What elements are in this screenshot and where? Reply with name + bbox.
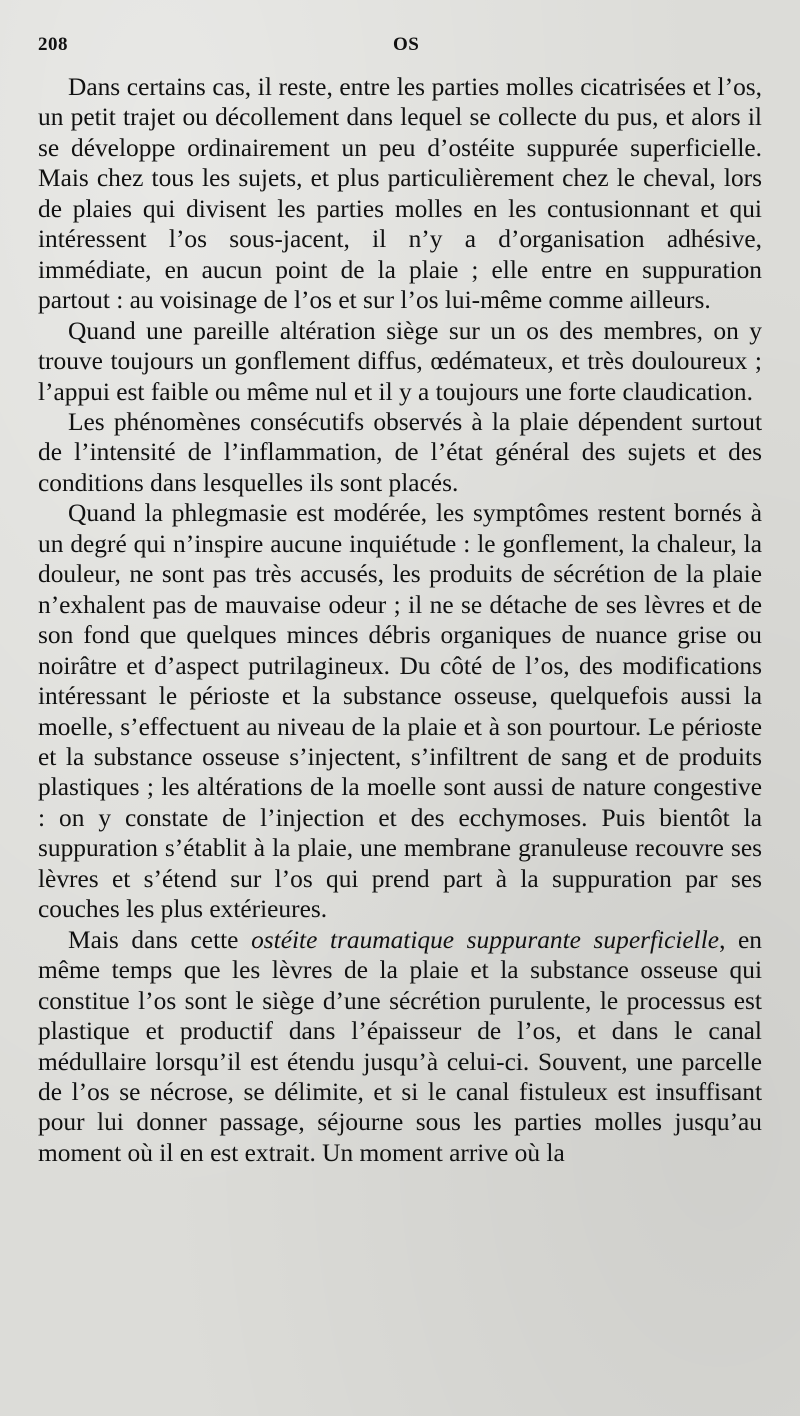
paragraph-rest: , en même temps que les lèvres de la plaie et la substance osseuse qui constitue l’os sont le siège d’une sécrétion purulente, le processus est plastique et productif dans l’épaisseur de l’os, et dans le canal médullaire lorsqu’il est étendu jusqu’à celui-ci. Souvent, une parcelle de l’os se nécrose, se délimite, et si le canal fistuleux est insuffisant pour lui donner passage, séjourne sous les parties molles jusqu’au moment où il en est extrait. Un moment arrive où la xyxy=(38,925,762,1167)
running-head xyxy=(38,34,768,56)
paragraph: Dans certains cas, il reste, entre les parties molles cicatrisées et l’os, un petit trajet ou décollement dans lequel se collecte du pus, et alors il se développe ordinairement un peu d’ostéite suppurée superficielle. Mais chez tous les sujets, et plus particulièrement chez le cheval, lors de plaies qui divisent les parties molles en les contusionnant et qui intéressent l’os sous-jacent, il n’y a d’organisation adhésive, immédiate, en aucun point de la plaie ; elle entre en suppuration partout : au voisinage de l’os et sur l’os lui-même comme ailleurs. xyxy=(38,73,762,315)
paragraph: Quand une pareille altération siège sur un os des membres, on y trouve toujours un gonflement diffus, œdémateux, et très douloureux ; l’appui est faible ou même nul et il y a toujours une forte claudication. xyxy=(38,316,762,406)
running-title: OS xyxy=(393,34,420,55)
body-text xyxy=(38,72,762,1168)
paragraph: Les phénomènes consécutifs observés à la plaie dépendent surtout de l’intensité de l’inflammation, de l’état général des sujets et des conditions dans lesquelles ils sont placés. xyxy=(38,407,762,497)
paragraph-lead: Mais dans cette xyxy=(68,925,252,954)
paragraph: Quand la phlegmasie est modérée, les symptômes restent bornés à un degré qui n’inspire aucune inquiétude : le gonflement, la chaleur, la douleur, ne sont pas très accusés, les produits de sécrétion de la plaie n’exhalent pas de mauvaise odeur ; il ne se détache de ses lèvres et de son fond que quelques minces débris organiques de nuance grise ou noirâtre et d’aspect putrilagineux. Du côté de l’os, des modifications intéressant le périoste et la substance osseuse, quelquefois aussi la moelle, s’effectuent au niveau de la plaie et à son pourtour. Le périoste et la substance osseuse s’injectent, s’infiltrent de sang et de produits plastiques ; les altérations de la moelle sont aussi de nature congestive : on y constate de l’injection et des ecchymoses. Puis bientôt la suppuration s’établit à la plaie, une membrane granuleuse recouvre ses lèvres et s’étend sur l’os qui prend part à la suppuration par ses couches les plus extérieures. xyxy=(38,499,762,924)
italic-term: ostéite traumatique suppurante superficielle xyxy=(251,925,720,954)
page-number: 208 xyxy=(38,34,68,55)
paragraph xyxy=(38,925,762,1169)
